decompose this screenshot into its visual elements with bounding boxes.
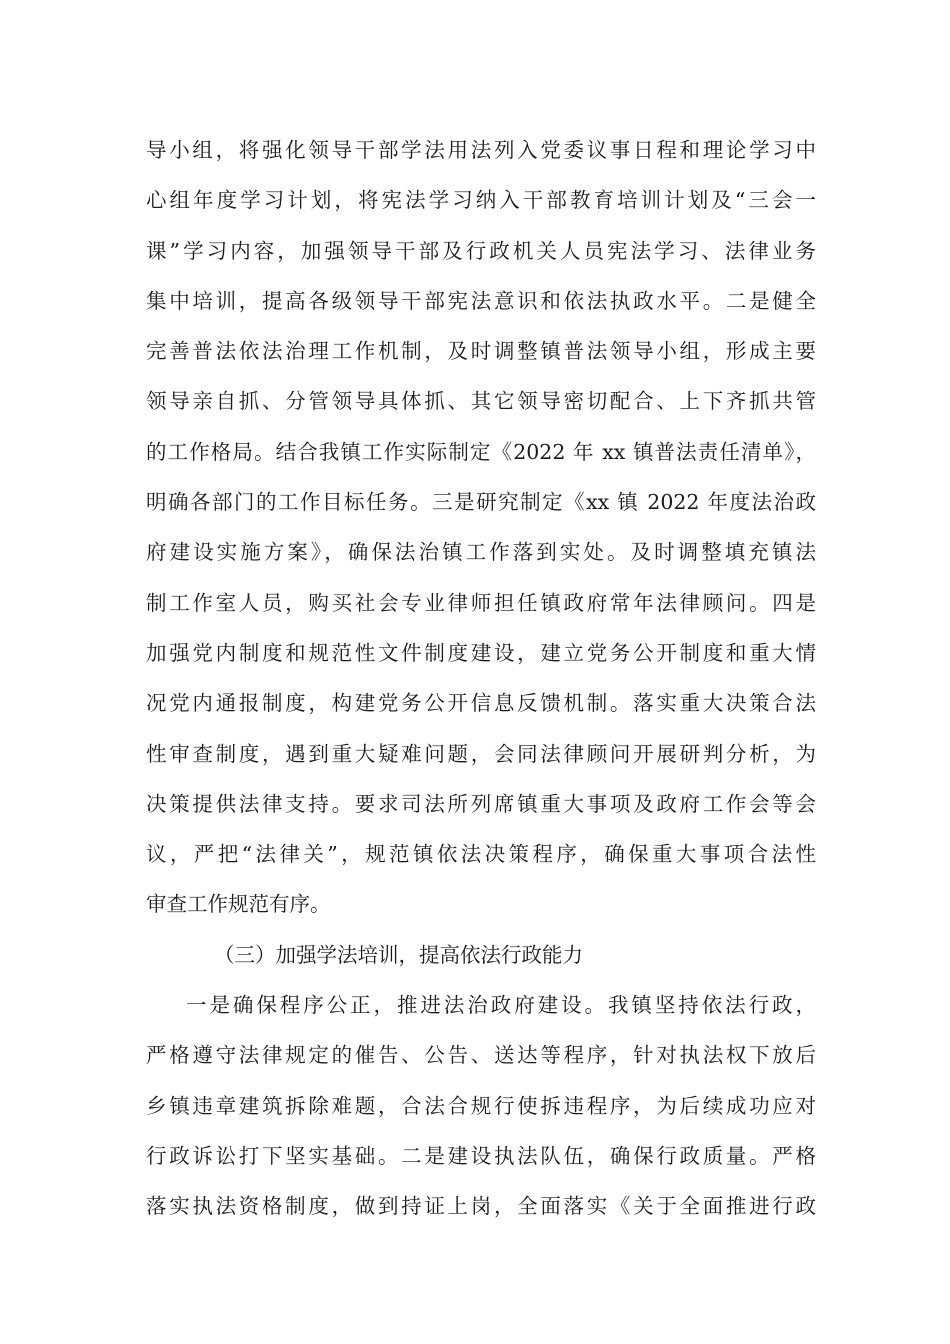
text-line: 行政诉讼打下坚实基础。二是建设执法队伍，确保行政质量。严格: [146, 1143, 816, 1168]
section-heading: （三）加强学法培训，提高依法行政能力: [214, 942, 583, 967]
text-line: 导小组，将强化领导干部学法用法列入党委议事日程和理论学习中: [146, 138, 816, 162]
text-line: 完善普法依法治理工作机制，及时调整镇普法领导小组，形成主要: [146, 339, 816, 364]
text-line: 严格遵守法律规定的催告、公告、送达等程序，针对执法权下放后: [146, 1043, 816, 1068]
text-line: 课”学习内容，加强领导干部及行政机关人员宪法学习、法律业务: [146, 238, 816, 263]
text-line: 决策提供法律支持。要求司法所列席镇重大事项及政府工作会等会: [146, 791, 816, 816]
text-line: 的工作格局。结合我镇工作实际制定《2022 年 xx 镇普法责任清单》，: [146, 439, 816, 464]
text-line: 加强党内制度和规范性文件制度建设，建立党务公开制度和重大情: [146, 640, 816, 665]
text-line: 领导亲自抓、分管领导具体抓、其它领导密切配合、上下齐抓共管: [146, 389, 816, 414]
text-line: 心组年度学习计划，将宪法学习纳入干部教育培训计划及“三会一: [146, 188, 816, 213]
body-text: [146, 125, 816, 1232]
text-line: 一是确保程序公正，推进法治政府建设。我镇坚持依法行政，: [186, 993, 816, 1018]
text-line: 性审查制度，遇到重大疑难问题，会同法律顾问开展研判分析，为: [146, 741, 816, 766]
text-line: 乡镇违章建筑拆除难题，合法合规行使拆违程序，为后续成功应对: [146, 1093, 816, 1118]
text-line: 府建设实施方案》，确保法治镇工作落到实处。及时调整填充镇法: [146, 540, 816, 565]
text-line: 审查工作规范有序。: [146, 892, 331, 917]
text-line: 议，严把“法律关”，规范镇依法决策程序，确保重大事项合法性: [146, 842, 816, 867]
text-line: 制工作室人员，购买社会专业律师担任镇政府常年法律顾问。四是: [146, 590, 816, 615]
text-line: 落实执法资格制度，做到持证上岗，全面落实《关于全面推进行政: [146, 1194, 816, 1219]
text-line: 明确各部门的工作目标任务。三是研究制定《xx 镇 2022 年度法治政: [146, 490, 816, 515]
text-line: 集中培训，提高各级领导干部宪法意识和依法执政水平。二是健全: [146, 288, 816, 313]
text-line: 况党内通报制度，构建党务公开信息反馈机制。落实重大决策合法: [146, 691, 816, 716]
